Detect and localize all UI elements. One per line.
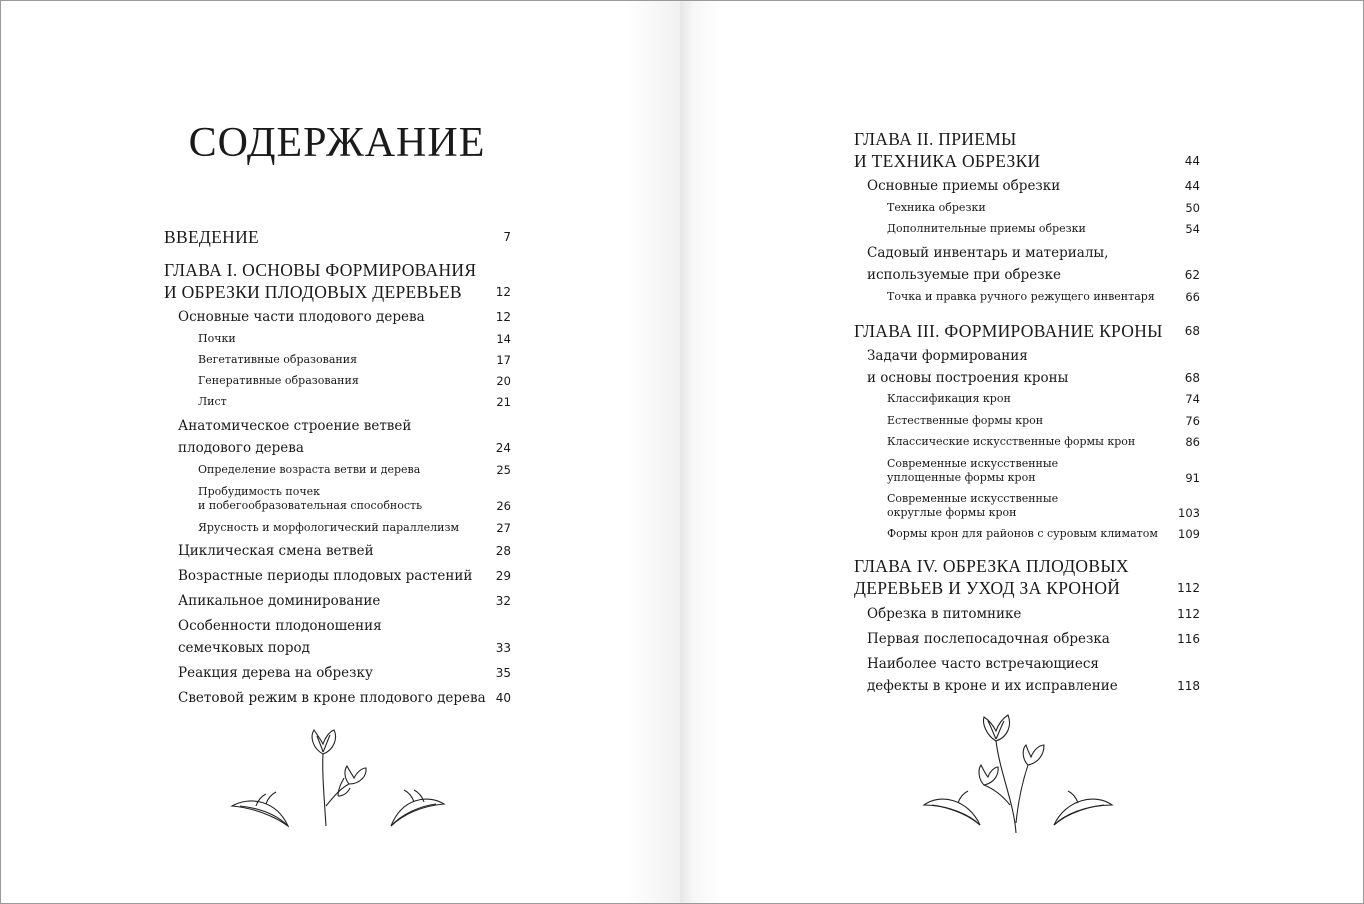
toc-entry-text: Ярусность и морфологический параллелизм	[198, 521, 460, 534]
toc-page-number: 76	[1185, 414, 1200, 428]
floral-sprig-icon	[226, 726, 451, 831]
toc-page-number: 112	[1177, 607, 1200, 621]
toc-page-number: 66	[1185, 290, 1200, 304]
toc-entry-text: Точка и правка ручного режущего инвентаря	[887, 290, 1155, 303]
toc-entry[interactable]	[178, 662, 511, 684]
toc-entry-text: Задачи формирования и основы построения кроны	[867, 348, 1069, 386]
toc-page-number: 35	[495, 666, 511, 680]
toc-entry-text: Циклическая смена ветвей	[178, 543, 374, 559]
toc-entry[interactable]	[198, 521, 511, 535]
toc-entry[interactable]	[867, 603, 1200, 625]
toc-entry-text: ВВЕДЕНИЕ	[164, 227, 260, 247]
toc-entry[interactable]	[198, 353, 511, 367]
toc-entry[interactable]	[887, 201, 1200, 215]
right-page	[680, 1, 1363, 903]
toc-entry-text: Основные части плодового дерева	[178, 309, 425, 325]
toc-entry-text: Садовый инвентарь и материалы, используемые при обрезке	[867, 245, 1109, 283]
toc-entry[interactable]	[887, 222, 1200, 236]
toc-page-number: 26	[496, 499, 511, 513]
toc-page-number: 33	[495, 641, 511, 655]
toc-page-number: 50	[1185, 201, 1200, 215]
toc-page-number: 62	[1184, 268, 1200, 282]
toc-entry-text: Формы крон для районов с суровым климатом	[887, 527, 1158, 540]
toc-page-number: 91	[1185, 471, 1200, 485]
toc-entry-text: Современные искусственные уплощенные формы крон	[887, 457, 1059, 484]
toc-page-number: 12	[495, 285, 511, 299]
toc-entry-text: Апикальное доминирование	[178, 593, 381, 609]
toc-entry[interactable]	[854, 555, 1200, 599]
toc-entry-text: Особенности плодоношения семечковых пород	[178, 618, 382, 656]
toc-entry-text: Почки	[198, 332, 236, 345]
toc-page-number: 103	[1178, 506, 1200, 520]
toc-page-number: 54	[1185, 222, 1200, 236]
toc-entry[interactable]	[887, 457, 1200, 485]
toc-page-number: 44	[1184, 154, 1200, 168]
toc-entry-text: Первая послепосадочная обрезка	[867, 631, 1110, 647]
toc-entry-text: Лист	[198, 395, 227, 408]
toc-entry-text: Техника обрезки	[887, 201, 986, 214]
toc-entry[interactable]	[887, 527, 1200, 541]
toc-entry[interactable]	[867, 242, 1200, 286]
toc-page-number: 27	[496, 521, 511, 535]
toc-entry[interactable]	[178, 687, 511, 709]
toc-entry-text: Дополнительные приемы обрезки	[887, 222, 1086, 235]
toc-page-number: 44	[1184, 179, 1200, 193]
toc-entry[interactable]	[887, 392, 1200, 406]
toc-entry[interactable]	[164, 259, 511, 303]
toc-page-number: 24	[495, 441, 511, 455]
toc-entry-text: Пробудимость почек и побегообразовательная способность	[198, 485, 423, 512]
toc-entry[interactable]	[164, 226, 511, 248]
toc-page-number: 86	[1185, 435, 1200, 449]
toc-page-number: 20	[496, 374, 511, 388]
toc-entry[interactable]	[178, 540, 511, 562]
toc-page-number: 21	[496, 395, 511, 409]
toc-entry-text: ГЛАВА I. ОСНОВЫ ФОРМИРОВАНИЯ И ОБРЕЗКИ ПЛОДОВЫХ ДЕРЕВЬЕВ	[164, 260, 477, 302]
toc-entry-text: Световой режим в кроне плодового дерева	[178, 690, 486, 706]
toc-page-number: 17	[496, 353, 511, 367]
toc-entry-text: Классификация крон	[887, 392, 1011, 405]
toc-entry[interactable]	[867, 653, 1200, 697]
toc-entry-text: Возрастные периоды плодовых растений	[178, 568, 473, 584]
toc-page-number: 68	[1184, 324, 1200, 338]
floral-sprig-icon	[918, 713, 1143, 838]
toc-entry-text: Естественные формы крон	[887, 414, 1044, 427]
toc-entry-text: Наиболее часто встречающиеся дефекты в кроне и их исправление	[867, 656, 1118, 694]
toc-entry[interactable]	[178, 415, 511, 459]
page-title: СОДЕРЖАНИЕ	[188, 120, 486, 166]
toc-entry-text: Классические искусственные формы крон	[887, 435, 1136, 448]
toc-entry-text: Обрезка в питомнике	[867, 606, 1022, 622]
toc-page-number: 29	[495, 569, 511, 583]
toc-entry[interactable]	[867, 628, 1200, 650]
toc-entry[interactable]	[887, 290, 1200, 304]
toc-page-number: 68	[1184, 371, 1200, 385]
toc-page-number: 25	[496, 463, 511, 477]
toc-entry[interactable]	[854, 128, 1200, 172]
toc-page-number: 7	[503, 230, 511, 244]
toc-entry[interactable]	[867, 175, 1200, 197]
toc-entry[interactable]	[887, 414, 1200, 428]
left-page	[1, 1, 680, 903]
toc-entry-text: ГЛАВА IV. ОБРЕЗКА ПЛОДОВЫХ ДЕРЕВЬЕВ И УХОД ЗА КРОНОЙ	[854, 556, 1129, 598]
toc-entry-text: Определение возраста ветви и дерева	[198, 463, 421, 476]
toc-entry[interactable]	[198, 374, 511, 388]
toc-entry[interactable]	[887, 492, 1200, 520]
toc-entry[interactable]	[178, 306, 511, 328]
toc-entry[interactable]	[854, 320, 1200, 342]
toc-entry-text: Анатомическое строение ветвей плодового дерева	[178, 418, 412, 456]
toc-page-number: 32	[495, 594, 511, 608]
toc-entry-text: Современные искусственные округлые формы крон	[887, 492, 1059, 519]
toc-entry[interactable]	[867, 345, 1200, 389]
toc-entry[interactable]	[198, 463, 511, 477]
toc-page-number: 12	[495, 310, 511, 324]
toc-page-number: 40	[495, 691, 511, 705]
toc-page-number: 118	[1177, 679, 1200, 693]
toc-entry-text: Генеративные образования	[198, 374, 359, 387]
toc-entry-text: Вегетативные образования	[198, 353, 358, 366]
toc-entry[interactable]	[198, 485, 511, 513]
toc-entry-text: ГЛАВА II. ПРИЕМЫ И ТЕХНИКА ОБРЕЗКИ	[854, 129, 1041, 171]
toc-entry[interactable]	[178, 615, 511, 659]
toc-page-number: 28	[495, 544, 511, 558]
toc-entry[interactable]	[198, 395, 511, 409]
toc-entry[interactable]	[178, 565, 511, 587]
toc-entry-text: Реакция дерева на обрезку	[178, 665, 373, 681]
toc-entry-text: ГЛАВА III. ФОРМИРОВАНИЕ КРОНЫ	[854, 321, 1163, 341]
toc-page-number: 109	[1178, 527, 1200, 541]
toc-page-number: 112	[1177, 581, 1200, 595]
toc-page-number: 116	[1177, 632, 1200, 646]
toc-page-number: 14	[496, 332, 511, 346]
toc-entry[interactable]	[887, 435, 1200, 449]
toc-page-number: 74	[1185, 392, 1200, 406]
toc-entry[interactable]	[198, 332, 511, 346]
toc-entry-text: Основные приемы обрезки	[867, 178, 1061, 194]
toc-entry[interactable]	[178, 590, 511, 612]
